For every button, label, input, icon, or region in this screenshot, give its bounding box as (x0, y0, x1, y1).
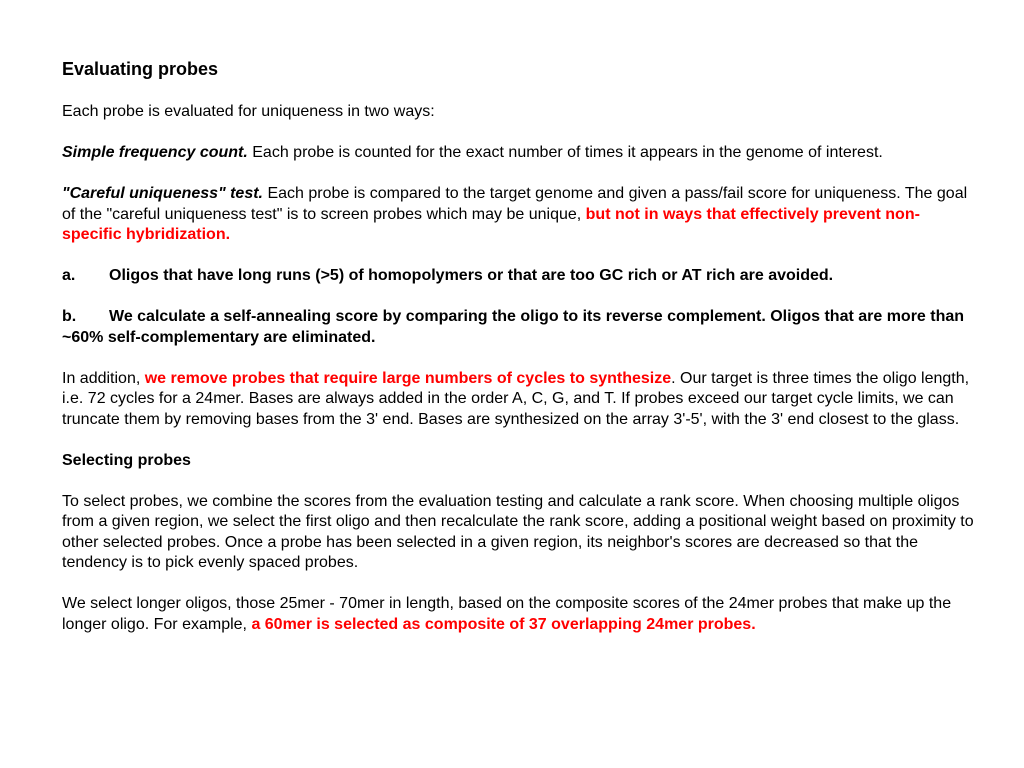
longer-oligos-highlight: a 60mer is selected as composite of 37 overlapping 24mer probes. (251, 615, 756, 633)
careful-uniqueness-label: "Careful uniqueness" test. (62, 185, 263, 202)
careful-uniqueness-highlight: but not in ways that effectively prevent non-specific hybridization. (62, 205, 920, 243)
list-item-a-text: Oligos that have long runs (>5) of homopolymers or that are too GC rich or AT rich are avoided. (109, 267, 834, 284)
list-item-b-letter: b. (62, 308, 77, 325)
careful-uniqueness-text: Each probe is compared to the target genome and given a pass/fail score for uniqueness. The goal of the "careful uniqueness test" is to screen probes which may be unique, (62, 185, 968, 223)
list-item-a-letter: a. (62, 267, 76, 284)
addition-paragraph (62, 369, 974, 431)
document-page (62, 58, 974, 656)
selecting-probes-heading: Selecting probes (62, 451, 191, 469)
addition-highlight: we remove probes that require large numbers of cycles to synthesize (144, 369, 672, 387)
list-item-b (62, 307, 974, 348)
simple-frequency-label: Simple frequency count. (62, 144, 248, 161)
longer-oligos-paragraph (62, 594, 974, 635)
simple-frequency-paragraph (62, 143, 974, 164)
selecting-probes-paragraph: To select probes, we combine the scores from the evaluation testing and calculate a rank score. When choosing multiple oligos from a given region, we select the first oligo and then recalculate the rank score, adding a positional weight based on proximity to other selected probes. Once a probe has been selected in a given region, its neighbor's scores are decreased so that the tendency is to pick evenly spaced probes. (62, 492, 974, 571)
list-item-a (62, 266, 974, 287)
careful-uniqueness-paragraph (62, 184, 974, 246)
page-title: Evaluating probes (62, 59, 219, 79)
simple-frequency-text: Each probe is counted for the exact number of times it appears in the genome of interest. (247, 144, 883, 161)
addition-text: . Our target is three times the oligo length, i.e. 72 cycles for a 24mer. Bases are always added in the order A, C, G, and T. If probes exceed our target cycle limits, we can truncate them by removing bases from the 3' end. Bases are synthesized on the array 3'-5', with the 3' end closest to the glass. (62, 369, 970, 428)
longer-oligos-text: We select longer oligos, those 25mer - 70mer in length, based on the composite scores of the 24mer probes that make up the longer oligo. For example, (62, 595, 952, 633)
list-item-b-text: We calculate a self-annealing score by comparing the oligo to its reverse complement. Oligos that are more than ~60% self-complementary are eliminated. (62, 308, 965, 346)
intro-paragraph: Each probe is evaluated for uniqueness in two ways: (62, 103, 435, 120)
addition-lead: In addition, (62, 369, 145, 387)
